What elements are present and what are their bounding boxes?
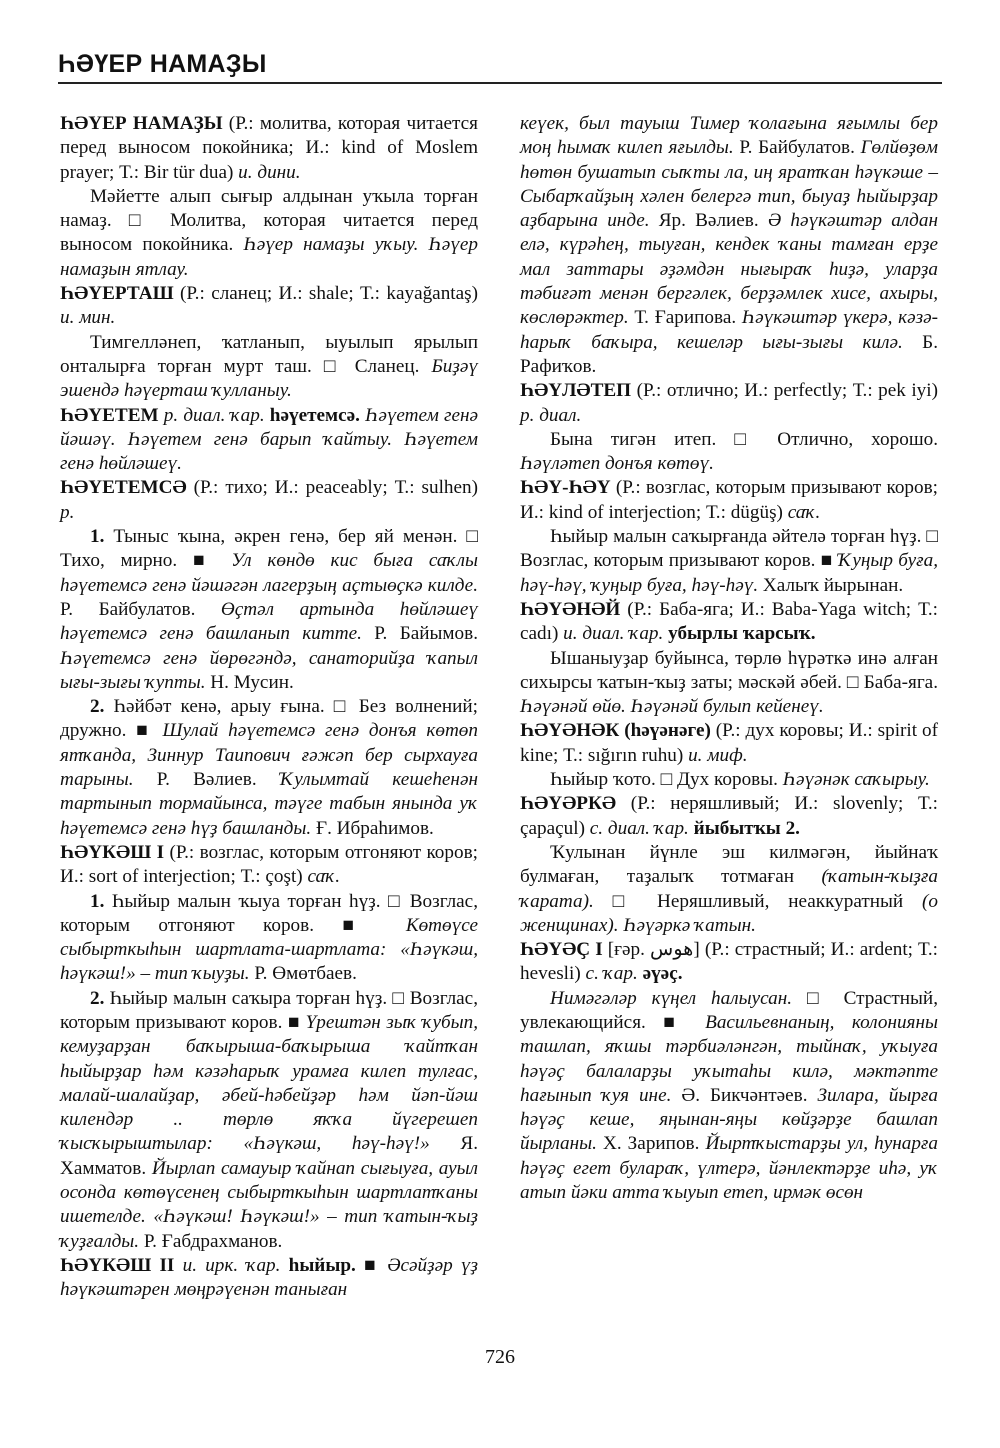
entry-haulatep-definition: Бына тигән итеп. □ Отлично, хорошо. Һәүләтеп донъя көтөү.: [520, 428, 938, 475]
entry-haukash-1-head: ҺӘҮКӘШ I (Р.: возглас, которым отгоняют коров; И.: sort of interjection; Т.: çoşt) саҡ.: [60, 841, 478, 888]
entry-hauanai-definition: Ышаныуҙар буйынса, төрлө һүрәткә инә алған сихырсы ҡатын-ҡыҙ заты; мәскәй әбей. □ Баба-яга. Һәүәнәй өйө. Һәүәнәй булып кейенеү.: [520, 647, 938, 718]
entry-hauanak-head: ҺӘҮӘНӘК (һәүәнәге) (Р.: дух коровы; И.: spirit of kine; Т.: sığırın ruhu) и. миф.: [520, 720, 938, 766]
entry-hau-hau-definition: Һыйыр малын саҡырғанда әйтелә торған һүҙ. □ Возглас, которым призывают коров. ■ Ҡуңыр буға, һәү-һәү, ҡуңыр буға, һәү-һәү. Халыҡ йырынан.: [520, 526, 938, 596]
entry-hauertash-head: ҺӘҮЕРТАШ (Р.: сланец; И.: shale; Т.: kayağantaş) и. мин.: [60, 283, 478, 329]
page-number: 726: [485, 1346, 515, 1368]
entry-hauetemse-sense-1: 1. Тыныс ҡына, әкрен генә, бер яй менән. □ Тихо, мирно. ■ Ул көндө кис быға саҡлы һәүетемсә генә йәшәгән лагерҙың аҫтыөҫкә килде. Р. Байбулатов. Өҫтәл артында һөйләшеү һәүетемсә генә башланып китте. Р. Байымов. Һәүетемсә генә йөрөгәндә, санаторийҙа ҡапыл ығы-зығы ҡупты. Н. Мусин.: [60, 526, 478, 693]
entry-hauarka-definition: Ҡулынан йүнле эш килмәгән, йыйнаҡ булмаған, таҙалыҡ тотмаған (ҡатын-ҡыҙға ҡарата). □ Неряшливый, неаккуратный (о женщинах). Һәүәркә ҡатын.: [520, 841, 938, 936]
entry-hauer-namazy-head: ҺӘҮЕР НАМАҘЫ (Р.: молитва, которая читается перед выносом покойника; И.: kind of Moslem prayer; Т.: Bir tür dua) и. дини.: [60, 113, 478, 183]
entry-haukash-2-continued: кеүек, был тауыш Тимер ҡолағына яғымлы бер моң һымаҡ килеп яғылды. Р. Байбулатов. Гөлйөҙөм һөтөн бушатып сыҡты ла, иң яратҡан һәүкәше – Сыбарҡайҙың хәлен белергә тип, быуаҙ һыйырҙар аҙбарына инде. Яр. Вәлиев. Ә һәүкәштәр алдан елә, күрәһең, тыуған, кендек ҡаны тамған ерҙе мал заттары әҙәмдән нығыраҡ һиҙә, уларҙа тәбиғәт менән бергәлек, берҙәмлек хисе, ахыры, көслөрәктер. Т. Ғарипова. Һәүкәштәр үкерә, кәзә-һарыҡ баҡыра, кешеләр ығы-зығы килә. Б. Рафиҡов.: [520, 113, 938, 377]
header-rule: [58, 82, 942, 84]
entry-hauetemse-head: ҺӘҮЕТЕМСӘ (Р.: тихо; И.: peaceably; Т.: sulhen) р.: [60, 477, 478, 523]
entry-hauetem: ҺӘҮЕТЕМ р. диал. ҡар. һәүетемсә. Һәүетем генә йәшәү. Һәүетем генә барып ҡайтыу. Һәүетем генә һөйләшеү.: [60, 404, 479, 475]
entry-haukash-1-sense-1: 1. Һыйыр малын ҡыуа торған һүҙ. □ Возглас, которым отгоняют коров. ■ Көтөүсе сыбырткыһын шартлата-шартлата: «Һәүкәш, һәүкәш!» – тип ҡыуҙы. Р. Өмөтбаев.: [60, 890, 478, 985]
entry-hauas-1-definition: Нимәгәләр күңел һалыусан. □ Страстный, увлекающийся. ■ Васильевнаның, колонияны ташлап, яҡшы тәрбиәләнгән, тыйнаҡ, уҡыуға һәүәҫ балаларҙы уҡытаһы килә, мәктәпте һағынып ҡуя ине. Ә. Бикчәнтәев. Зилара, йырға һәүәҫ кеше, яңынан-яңы көйҙәрҙе башлап йырланы. Х. Зарипов. Йыртҡыстарҙы ул, һунарға һәүәҫ егет булараҡ, үлтерә, йәнлектәрҙе иһә, уҡ атып йәки атта ҡыуып етеп, ирмәк өсөн: [520, 987, 938, 1204]
entry-haukash-1-sense-2: 2. Һыйыр малын саҡыра торған һүҙ. □ Возглас, которым призывают коров. ■ Үрештән зыҡ ҡубып, кемуҙарҙан баҡырыша-баҡырыша ҡайтҡан һыйырҙар һәм кәзәһарыҡ урамға килеп тулғас, малай-шалайҙар, әбей-һәбейҙәр һәм йәп-йәш килендәр .. төрлө яҡҡа йүгерешеп ҡысҡырыштылар: «Һәүкәш, һәү-һәү!» Я. Хамматов. Йырлап самауыр ҡайнап сығыуға, ауыл осонда көтөүсенең сыбырткыһын шартлатҡаны ишетелде. «Һәүкәш! Һәүкәш!» – тип ҡатын-ҡыҙ ҡуҙғалды. Р. Ғабдрахманов.: [60, 987, 478, 1252]
entry-haukash-2-head: ҺӘҮКӘШ II и. ирк. ҡар. һыйыр. ■ Әсәйҙәр үҙ һәүкәштәрен мөңрәүенән таныған: [60, 1254, 479, 1301]
entry-hauarka-head: ҺӘҮӘРКӘ (Р.: неряшливый; И.: slovenly; Т.: çapaçul) с. диал. ҡар. йыбытҡы 2.: [520, 793, 938, 839]
right-column: [520, 112, 938, 1205]
left-column: [60, 112, 478, 1303]
entry-hauanak-definition: Һыйыр ҡото. □ Дух коровы. Һәүәнәк саҡырыу.: [550, 769, 930, 791]
entry-hauetemse-sense-2: 2. Һәйбәт кенә, арыу ғына. □ Без волнений; дружно. ■ Шулай һәүетемсә генә донъя көтөп ятҡанда, Зиннур Таипович ғәжәп бер сырхауға тарыны. Р. Вәлиев. Ҡулымтай кешеһенән тартынып тормайынса, тәүге табын янында уҡ һәүетемсә генә һүҙ башланды. Ғ. Ибраһимов.: [60, 696, 478, 839]
entry-hauas-1-head: ҺӘҮӘҪ I [ғәр. هوس] (Р.: страстный; И.: ardent; Т.: hevesli) с. ҡар. әүәҫ.: [520, 939, 938, 985]
entry-hauertash-definition: Тимгелләнеп, ҡатланып, ыуылып ярылып онталырға торған мурт таш. □ Сланец. Биҙәү эшендә һәүерташ ҡулланыу.: [60, 331, 478, 402]
entry-haulatep-head: ҺӘҮЛӘТЕП (Р.: отлично; И.: perfectly; Т.: pek iyi) р. диал.: [520, 380, 938, 426]
entry-hauanai-head: ҺӘҮӘНӘЙ (Р.: Баба-яга; И.: Baba-Yaga witch; Т.: cadı) и. диал. ҡар. убырлы ҡарсыҡ.: [520, 598, 938, 645]
running-head: ҺӘҮЕР НАМАҘЫ: [58, 50, 267, 78]
entry-hau-hau-head: ҺӘҮ-ҺӘҮ (Р.: возглас, которым призывают коров; И.: kind of interjection; Т.: dügüş) саҡ.: [520, 477, 938, 523]
entry-hauer-namazy-definition: Мәйетте алып сығыр алдынан уҡыла торған намаҙ. □ Молитва, которая читается перед выносом покойника. Һәүер намаҙы уҡыу. Һәүер намаҙын ятлау.: [60, 185, 479, 280]
